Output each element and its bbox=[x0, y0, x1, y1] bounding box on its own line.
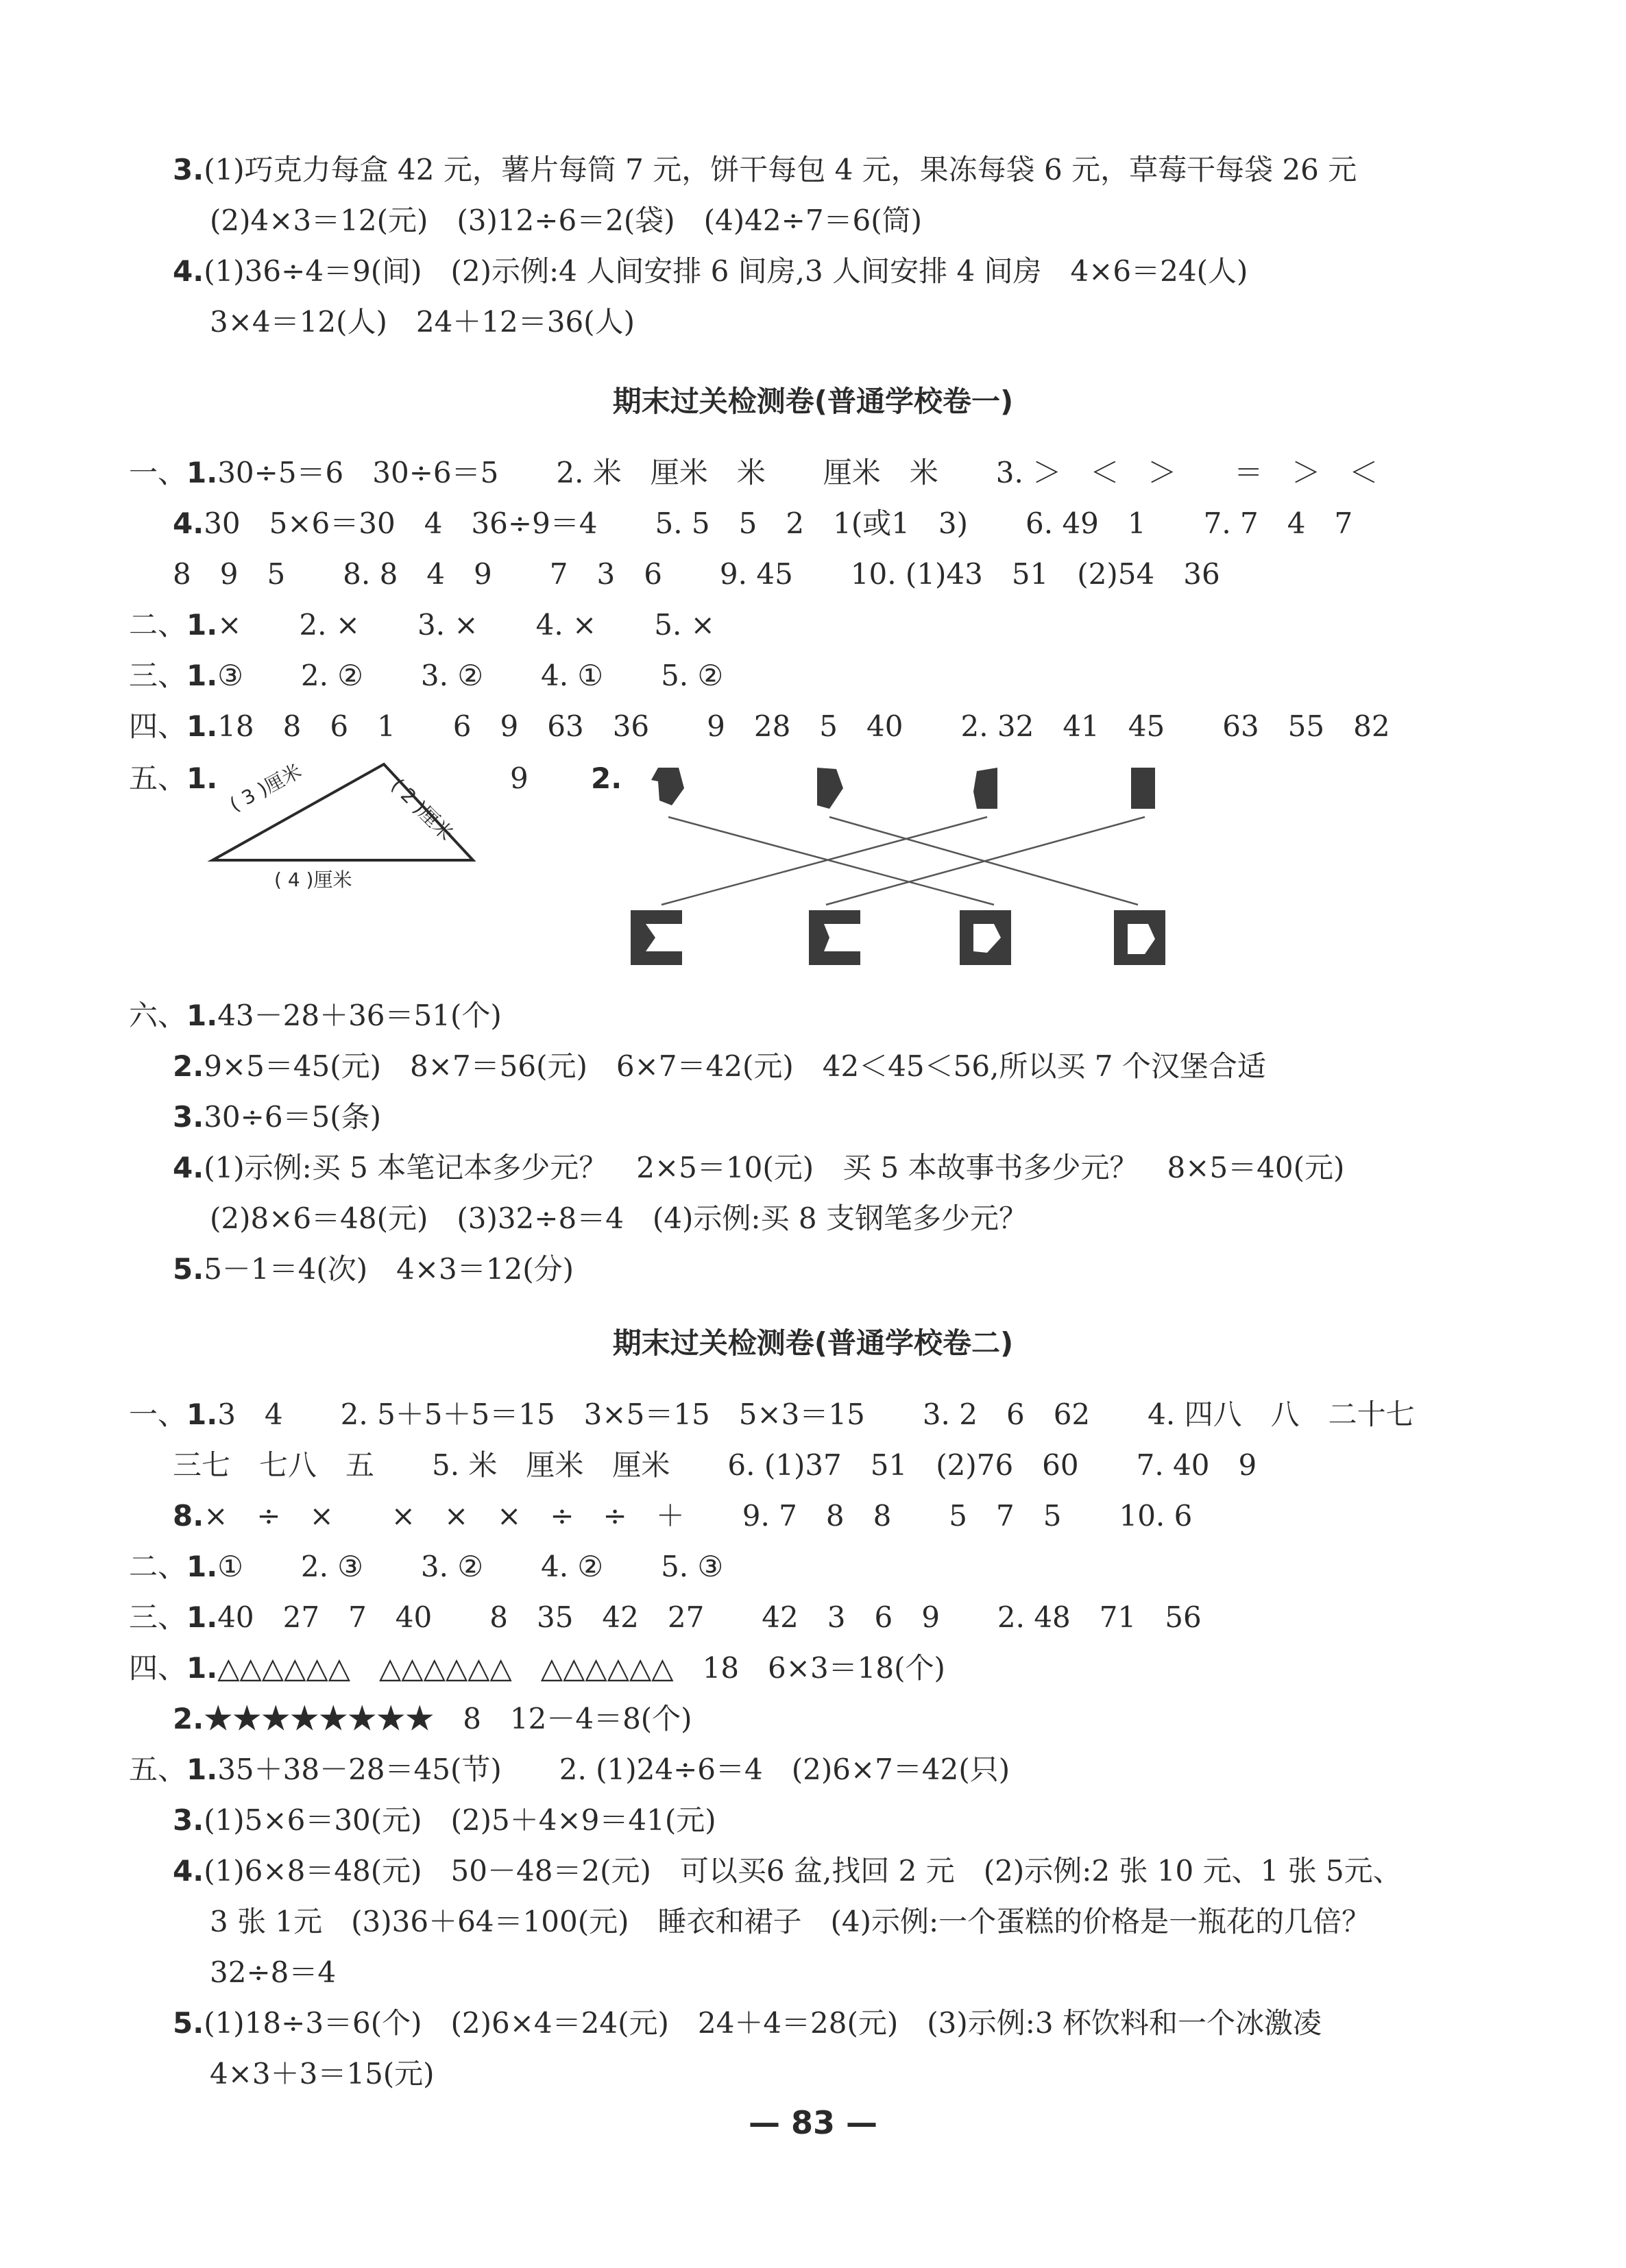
line-text: (2)4×3＝12(元) (3)12÷6＝2(袋) (4)42÷7＝6(筒) bbox=[210, 204, 923, 237]
answer-line: 9 bbox=[510, 761, 529, 795]
line-text: 43－28＋36＝51(个) bbox=[217, 999, 502, 1032]
answer-line bbox=[173, 1049, 1266, 1084]
item-number: 1. bbox=[186, 761, 218, 795]
item-number: 3. bbox=[173, 1100, 204, 1134]
line-text: × ÷ × × × × ÷ ÷ ＋ 9. 7 8 8 5 7 5 10. 6 bbox=[204, 1499, 1193, 1533]
triangle-right-label: ( 2 )厘米 bbox=[386, 774, 458, 845]
bottom-shape-4 bbox=[1114, 910, 1165, 965]
answer-line bbox=[129, 709, 1390, 744]
line-text: (1)示例:买 5 本笔记本多少元？ 2×5＝10(元) 买 5 本故事书多少元？ 8×5＝40(元) bbox=[204, 1151, 1345, 1184]
answer-line bbox=[173, 1099, 381, 1135]
line-text: ③ 2. ② 3. ② 4. ① 5. ② bbox=[217, 659, 724, 692]
item-number: 2. bbox=[173, 1702, 204, 1735]
line-text: (1)巧克力每盒 42 元，薯片每筒 7 元，饼干每包 4 元，果冻每袋 6 元，草莓干每袋 26 元 bbox=[204, 153, 1357, 186]
answer-line bbox=[210, 203, 922, 239]
item-number: 4. bbox=[173, 254, 204, 288]
line-text: 32÷8＝4 bbox=[210, 1955, 337, 1989]
match-line bbox=[668, 817, 994, 905]
answer-line bbox=[210, 1201, 1028, 1236]
triangle-bottom-label: ( 4 )厘米 bbox=[274, 868, 352, 891]
answer-line bbox=[173, 254, 1248, 289]
section-title: 期末过关检测卷(普通学校卷一) bbox=[612, 385, 1014, 418]
section-prefix: 四、 bbox=[129, 1651, 187, 1685]
item-number: 1. bbox=[186, 659, 218, 692]
item-number: 3. bbox=[173, 1803, 204, 1837]
answer-line bbox=[129, 607, 715, 643]
item-number: 4. bbox=[173, 507, 204, 540]
section-prefix: 三、 bbox=[129, 659, 187, 692]
item-number: 2. bbox=[173, 1049, 204, 1083]
bottom-shape-2 bbox=[809, 910, 860, 965]
line-text: (1)18÷3＝6(个) (2)6×4＝24(元) 24＋4＝28(元) (3)示例:3 杯饮料和一个冰激凌 bbox=[204, 2006, 1322, 2040]
answer-line bbox=[173, 506, 1352, 541]
answer-line bbox=[129, 658, 723, 694]
line-text: (2)8×6＝48(元) (3)32÷8＝4 (4)示例:买 8 支钢笔多少元？ bbox=[210, 1202, 1028, 1235]
answer-line bbox=[129, 1600, 1202, 1635]
answer-line bbox=[173, 1853, 1402, 1889]
answer-line bbox=[173, 2005, 1322, 2041]
answer-line bbox=[129, 998, 502, 1034]
line-text: ★★★★★★★★ 8 12－4＝8(个) bbox=[204, 1702, 692, 1735]
line-text: (1)36÷4＝9(间) (2)示例:4 人间安排 6 间房,3 人间安排 4 间房 4×6＝24(人) bbox=[204, 254, 1248, 288]
line-text: 35＋38－28＝45(节) 2. (1)24÷6＝4 (2)6×7＝42(只) bbox=[217, 1753, 1010, 1786]
answer-line bbox=[173, 557, 1220, 592]
section-prefix: 二、 bbox=[129, 1550, 187, 1583]
item-number: 1. bbox=[186, 1651, 218, 1685]
top-shape-2 bbox=[817, 768, 843, 809]
item-number: 4. bbox=[173, 1151, 204, 1184]
answer-line bbox=[210, 1904, 1370, 1940]
line-text: × 2. × 3. × 4. × 5. × bbox=[217, 608, 715, 642]
item-number: 5. bbox=[173, 1252, 204, 1286]
item-number: 5. bbox=[173, 2006, 204, 2040]
line-text: 3 张 1元 (3)36＋64＝100(元) 睡衣和裙子 (4)示例:一个蛋糕的价格是一瓶花的几倍？ bbox=[210, 1905, 1371, 1938]
top-shape-4 bbox=[1131, 768, 1155, 809]
bottom-shape-3 bbox=[960, 910, 1011, 965]
section-prefix: 一、 bbox=[129, 1398, 187, 1431]
line-text: 3 4 2. 5＋5＋5＝15 3×5＝15 5×3＝15 3. 2 6 62 4. 四八 八 二十七 bbox=[217, 1398, 1415, 1431]
answer-line bbox=[173, 152, 1357, 188]
line-text: 3×4＝12(人) 24＋12＝36(人) bbox=[210, 305, 635, 339]
answer-line bbox=[210, 2056, 435, 2092]
line-text: 8 9 5 8. 8 4 9 7 3 6 9. 45 10. (1)43 51 (2)54 36 bbox=[173, 557, 1220, 591]
item-number: 1. bbox=[186, 1550, 218, 1583]
triangle-left-label: ( 3 )厘米 bbox=[226, 759, 306, 816]
line-text: 三七 七八 五 5. 米 厘米 厘米 6. (1)37 51 (2)76 60 7. 40 9 bbox=[173, 1448, 1257, 1482]
item-number: 3. bbox=[173, 153, 204, 186]
line-text: ① 2. ③ 3. ② 4. ② 5. ③ bbox=[217, 1550, 724, 1583]
item-number: 1. bbox=[186, 1398, 218, 1431]
line-text: 4×3＋3＝15(元) bbox=[210, 2057, 435, 2090]
page-number: — 83 — bbox=[748, 2104, 878, 2141]
top-shape-1 bbox=[651, 768, 684, 805]
answer-line bbox=[173, 1701, 692, 1737]
answer-line bbox=[173, 1150, 1344, 1186]
line-text: 30÷6＝5(条) bbox=[204, 1100, 382, 1134]
item-number: 1. bbox=[186, 1600, 218, 1634]
section-prefix: 五、 bbox=[129, 1753, 187, 1786]
answer-line bbox=[173, 1252, 574, 1287]
item-number: 1. bbox=[186, 456, 218, 489]
answer-line bbox=[173, 1498, 1192, 1534]
line-text: 30 5×6＝30 4 36÷9＝4 5. 5 5 2 1(或1 3) 6. 49 1 7. 7 4 7 bbox=[204, 507, 1353, 540]
section-prefix: 四、 bbox=[129, 709, 187, 743]
section-prefix: 六、 bbox=[129, 999, 187, 1032]
line-text: 30÷5＝6 30÷6＝5 2. 米 厘米 米 厘米 米 3. ＞ ＜ ＞ ＝ ＞ ＜ bbox=[217, 456, 1379, 489]
item-number: 2. bbox=[591, 761, 622, 795]
line-text: (1)6×8＝48(元) 50－48＝2(元) 可以买6 盆,找回 2 元 (2)示例:2 张 10 元、1 张 5元、 bbox=[204, 1854, 1402, 1888]
line-text: (1)5×6＝30(元) (2)5＋4×9＝41(元) bbox=[204, 1803, 716, 1837]
line-text: 18 8 6 1 6 9 63 36 9 28 5 40 2. 32 41 45 63 55 82 bbox=[217, 709, 1390, 743]
item-number: 1. bbox=[186, 608, 218, 642]
section-prefix: 三、 bbox=[129, 1600, 187, 1634]
section-prefix: 五、 bbox=[129, 761, 187, 795]
section-title: 期末过关检测卷(普通学校卷二) bbox=[612, 1326, 1014, 1360]
answer-line bbox=[129, 1752, 1010, 1788]
answer-line bbox=[129, 455, 1378, 491]
answer-line bbox=[173, 1803, 716, 1838]
item-number: 1. bbox=[186, 709, 218, 743]
bottom-shape-1 bbox=[631, 910, 682, 965]
answer-line bbox=[129, 1549, 723, 1585]
answer-line bbox=[173, 1448, 1257, 1483]
match-line bbox=[662, 817, 987, 905]
answer-line bbox=[210, 304, 635, 340]
line-text: 40 27 7 40 8 35 42 27 42 3 6 9 2. 48 71 56 bbox=[217, 1600, 1202, 1634]
item-number: 1. bbox=[186, 999, 218, 1032]
answer-line bbox=[210, 1955, 336, 1990]
item-number: 4. bbox=[173, 1854, 204, 1888]
item-number: 1. bbox=[186, 1753, 218, 1786]
line-text: 9×5＝45(元) 8×7＝56(元) 6×7＝42(元) 42＜45＜56,所以买 7 个汉堡合适 bbox=[204, 1049, 1266, 1083]
line-text: 5－1＝4(次) 4×3＝12(分) bbox=[204, 1252, 574, 1286]
shape-matching-figure bbox=[603, 754, 1193, 980]
answer-line bbox=[129, 1650, 945, 1686]
section-prefix: 一、 bbox=[129, 456, 187, 489]
line-text: △△△△△△ △△△△△△ △△△△△△ 18 6×3＝18(个) bbox=[217, 1651, 945, 1685]
item-number: 8. bbox=[173, 1499, 204, 1533]
answer-line bbox=[129, 1397, 1415, 1432]
section-prefix: 二、 bbox=[129, 608, 187, 642]
top-shape-3 bbox=[973, 768, 997, 809]
